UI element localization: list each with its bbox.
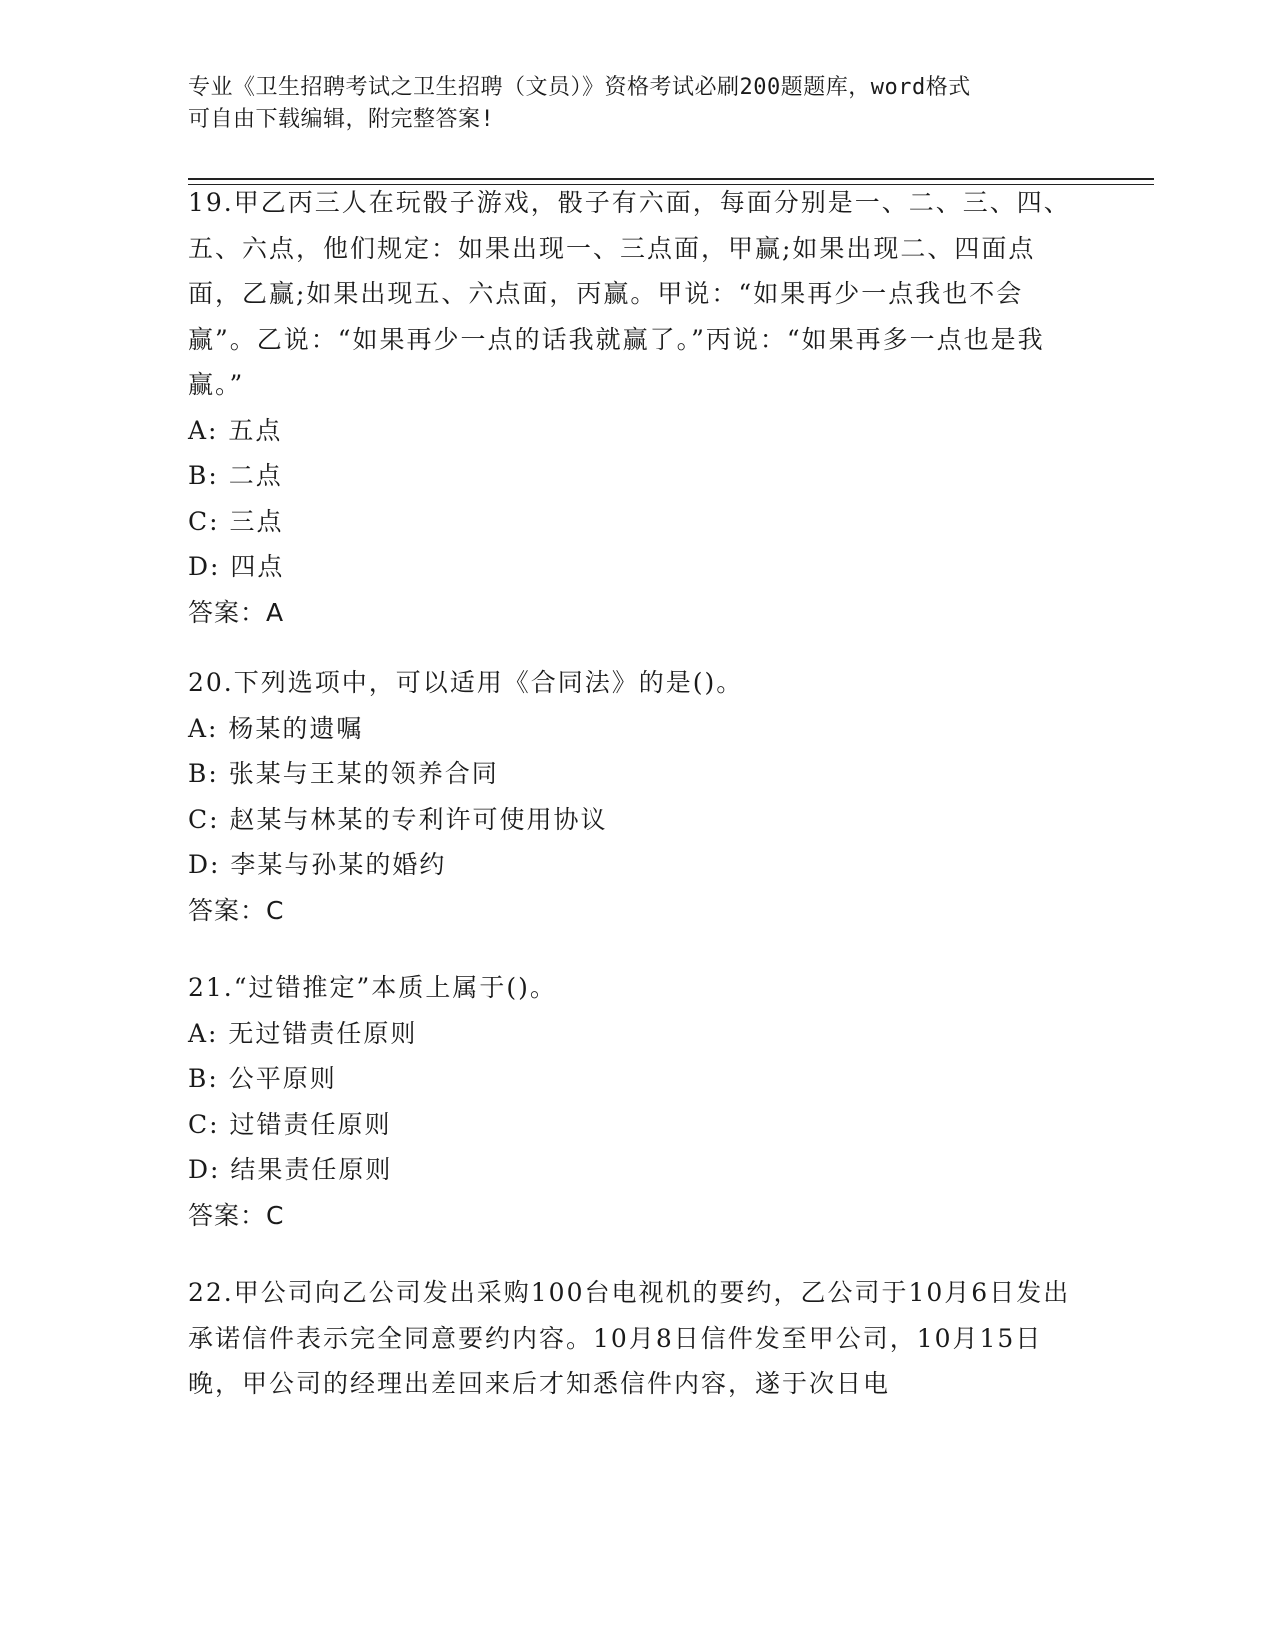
option-b: B: 二点 [188,461,283,490]
answer-label: 答案：A [188,597,285,627]
question-stem: 22.甲公司向乙公司发出采购100台电视机的要约，乙公司于10月6日发出承诺信件表示完全同意要约内容。10月8日信件发至甲公司，10月15日晚，甲公司的经理出差回来后才知悉信件内容，遂于次日电 [188,1278,1071,1398]
question-19 [188,180,1088,635]
document-header [188,72,1088,136]
option-b: B: 公平原则 [188,1064,337,1093]
question-22 [188,1270,1088,1407]
question-stem: 20.下列选项中，可以适用《合同法》的是()。 [188,668,744,697]
option-c: C: 赵某与林某的专利许可使用协议 [188,804,608,834]
answer-label: 答案：C [188,895,285,925]
question-20 [188,660,1088,933]
option-a: A: 五点 [188,415,283,445]
header-line-2: 可自由下载编辑，附完整答案! [188,107,495,132]
header-line-1: 专业《卫生招聘考试之卫生招聘（文员）》资格考试必刷200题题库，word格式 [188,75,971,100]
option-a: A: 无过错责任原则 [188,1018,418,1048]
option-c: C: 三点 [188,506,284,536]
answer-label: 答案：C [188,1200,285,1230]
option-c: C: 过错责任原则 [188,1109,392,1139]
option-d: D: 结果责任原则 [188,1155,393,1184]
option-d: D: 李某与孙某的婚约 [188,850,447,879]
question-stem: 19.甲乙丙三人在玩骰子游戏，骰子有六面，每面分别是一、二、三、四、五、六点，他们规定：如果出现一、三点面，甲赢;如果出现二、四面点面，乙赢;如果出现五、六点面，丙赢。甲说：“如果再少一点我也不会赢”。乙说：“如果再少一点的话我就赢了。”丙说：“如果再多一点也是我赢。” [188,188,1071,399]
option-b: B: 张某与王某的领养合同 [188,759,499,788]
question-21 [188,965,1088,1238]
option-a: A: 杨某的遗嘱 [188,713,364,743]
question-stem: 21.“过错推定”本质上属于()。 [188,973,557,1002]
option-d: D: 四点 [188,552,285,581]
